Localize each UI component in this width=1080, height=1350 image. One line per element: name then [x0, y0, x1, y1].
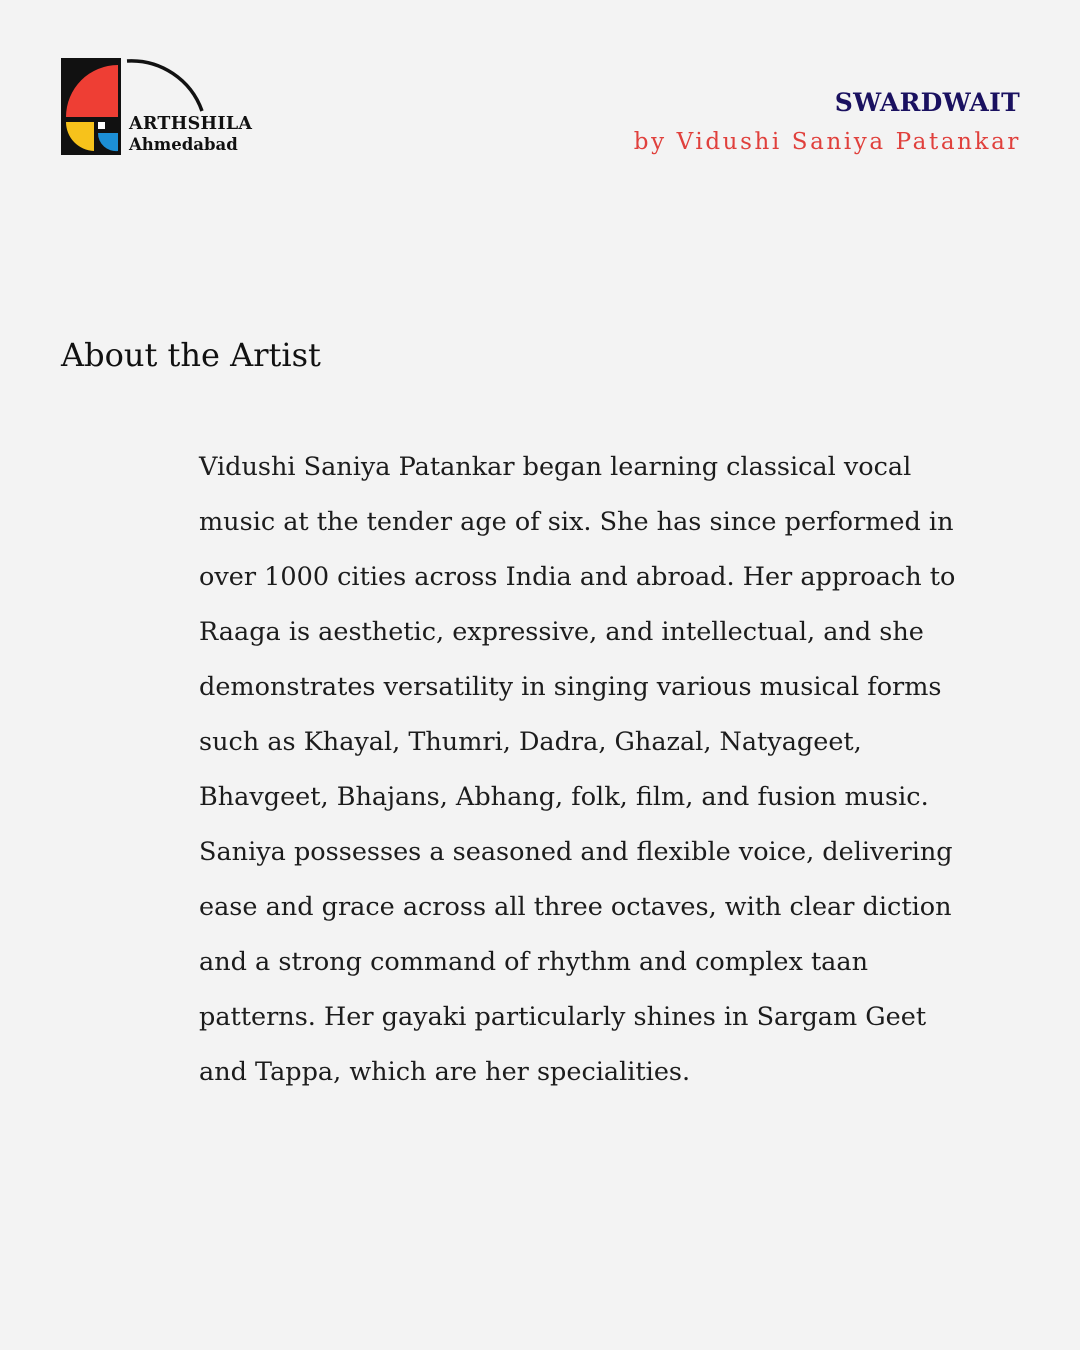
- bio-line: demonstrates versatility in singing various musical forms: [199, 672, 942, 702]
- arthshila-logo: [61, 58, 261, 158]
- bio-line: music at the tender age of six. She has since performed in: [199, 507, 954, 537]
- event-byline: by Vidushi Saniya Patankar: [633, 129, 1021, 155]
- bio-line: Vidushi Saniya Patankar began learning classical vocal: [199, 452, 912, 482]
- bio-line: Raaga is aesthetic, expressive, and intellectual, and she: [199, 617, 924, 647]
- bio-line: patterns. Her gayaki particularly shines in Sargam Geet: [199, 1002, 927, 1032]
- bio-line: Saniya possesses a seasoned and flexible voice, delivering: [199, 837, 953, 867]
- bio-line: over 1000 cities across India and abroad. Her approach to: [199, 562, 956, 592]
- logo-name: ARTHSHILA: [129, 114, 253, 134]
- event-title: SWARDWAIT: [834, 88, 1020, 117]
- bio-line: ease and grace across all three octaves, with clear diction: [199, 892, 952, 922]
- bio-line: such as Khayal, Thumri, Dadra, Ghazal, Natyageet,: [199, 727, 862, 757]
- bio-line: and a strong command of rhythm and complex taan: [199, 947, 869, 977]
- logo-city: Ahmedabad: [129, 135, 238, 154]
- artist-bio: [199, 440, 956, 1100]
- section-heading: About the Artist: [61, 336, 321, 374]
- bio-line: and Tappa, which are her specialities.: [199, 1057, 691, 1087]
- bio-line: Bhavgeet, Bhajans, Abhang, folk, film, and fusion music.: [199, 782, 929, 812]
